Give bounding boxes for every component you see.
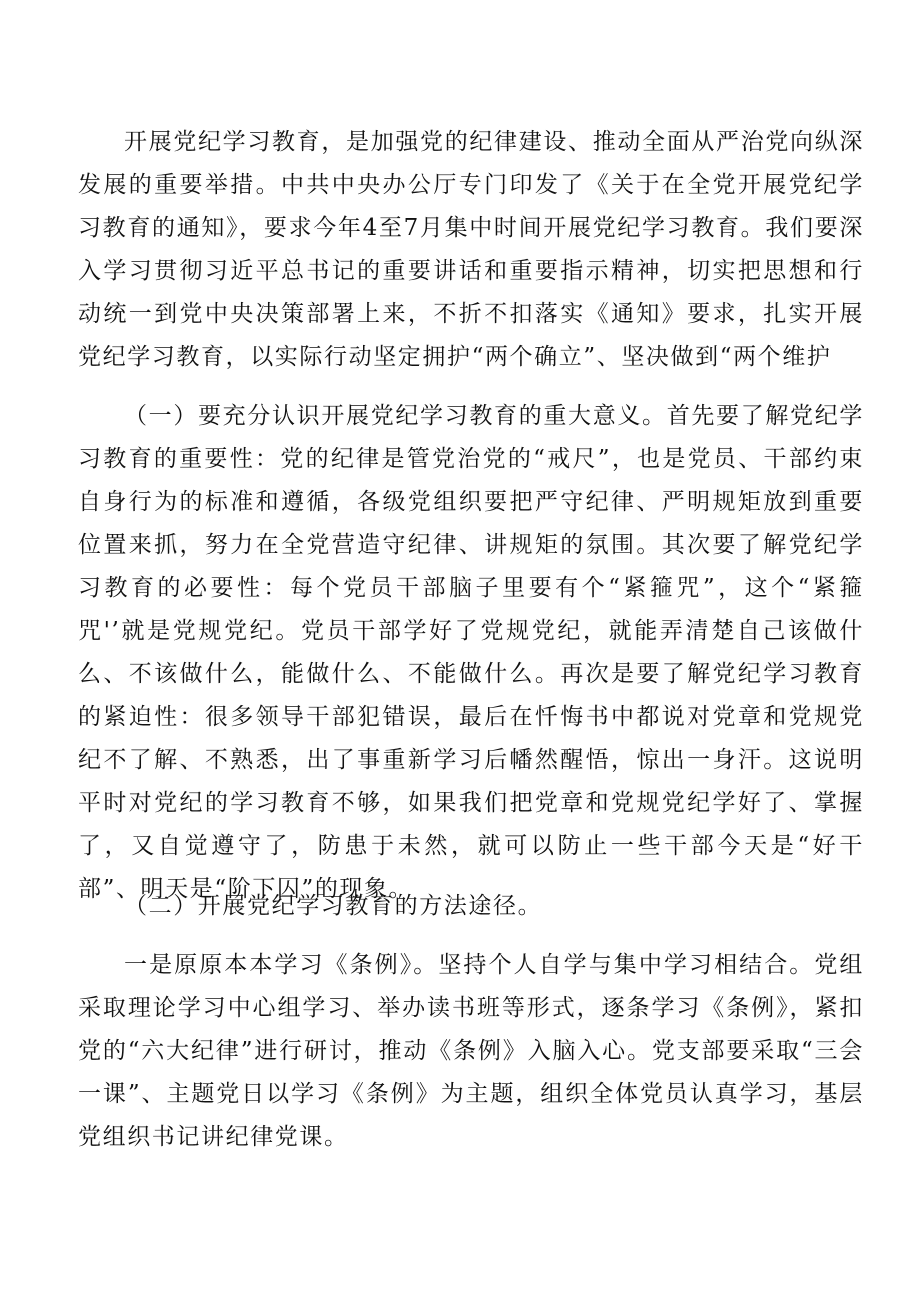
paragraph-section-one: （一）要充分认识开展党纪学习教育的重大意义。首先要了解党纪学习教育的重要性：党的纪律是管党治党的“戒尺”，也是党员、干部约束自身行为的标准和遵循，各级党组织要把严守纪律、严明规矩放到重要位置来抓，努力在全党营造守纪律、讲规矩的氛围。其次要了解党纪学习教育的必要性：每个党员干部脑子里要有个“紧箍咒”，这个“紧箍咒'’就是党规党纪。党员干部学好了党规党纪，就能弄清楚自己该做什么、不该做什么，能做什么、不能做什么。再次是要了解党纪学习教育的紧迫性：很多领导干部犯错误，最后在忏悔书中都说对党章和党规党纪不了解、不熟悉，出了事重新学习后幡然醒悟，惊出一身汗。这说明平时对党纪的学习教育不够，如果我们把党章和党规党纪学好了、掌握了，又自觉遵守了，防患于未然，就可以防止一些干部今天是“好干部”、明天是“阶下囚”的现象。 [78, 403, 864, 902]
paragraph-section-two-point-one: 一是原原本本学习《条例》。坚持个人自学与集中学习相结合。党组采取理论学习中心组学习、举办读书班等形式，逐条学习《条例》，紧扣党的“六大纪律”进行研讨，推动《条例》入脑入心。党支部要采取“三会一课”、主题党日以学习《条例》为主题，组织全体党员认真学习，基层党组织书记讲纪律党课。 [78, 952, 864, 1150]
paragraph-section-two-heading: （二）开展党纪学习教育的方法途径。 [124, 893, 543, 919]
paragraph-intro: 开展党纪学习教育，是加强党的纪律建设、推动全面从严治党向纵深发展的重要举措。中共中央办公厅专门印发了《关于在全党开展党纪学习教育的通知》，要求今年4至7月集中时间开展党纪学习教育。我们要深入学习贯彻习近平总书记的重要讲话和重要指示精神，切实把思想和行动统一到党中央决策部署上来，不折不扣落实《通知》要求，扎实开展党纪学习教育，以实际行动坚定拥护“两个确立”、坚决做到“两个维护 [78, 129, 864, 370]
